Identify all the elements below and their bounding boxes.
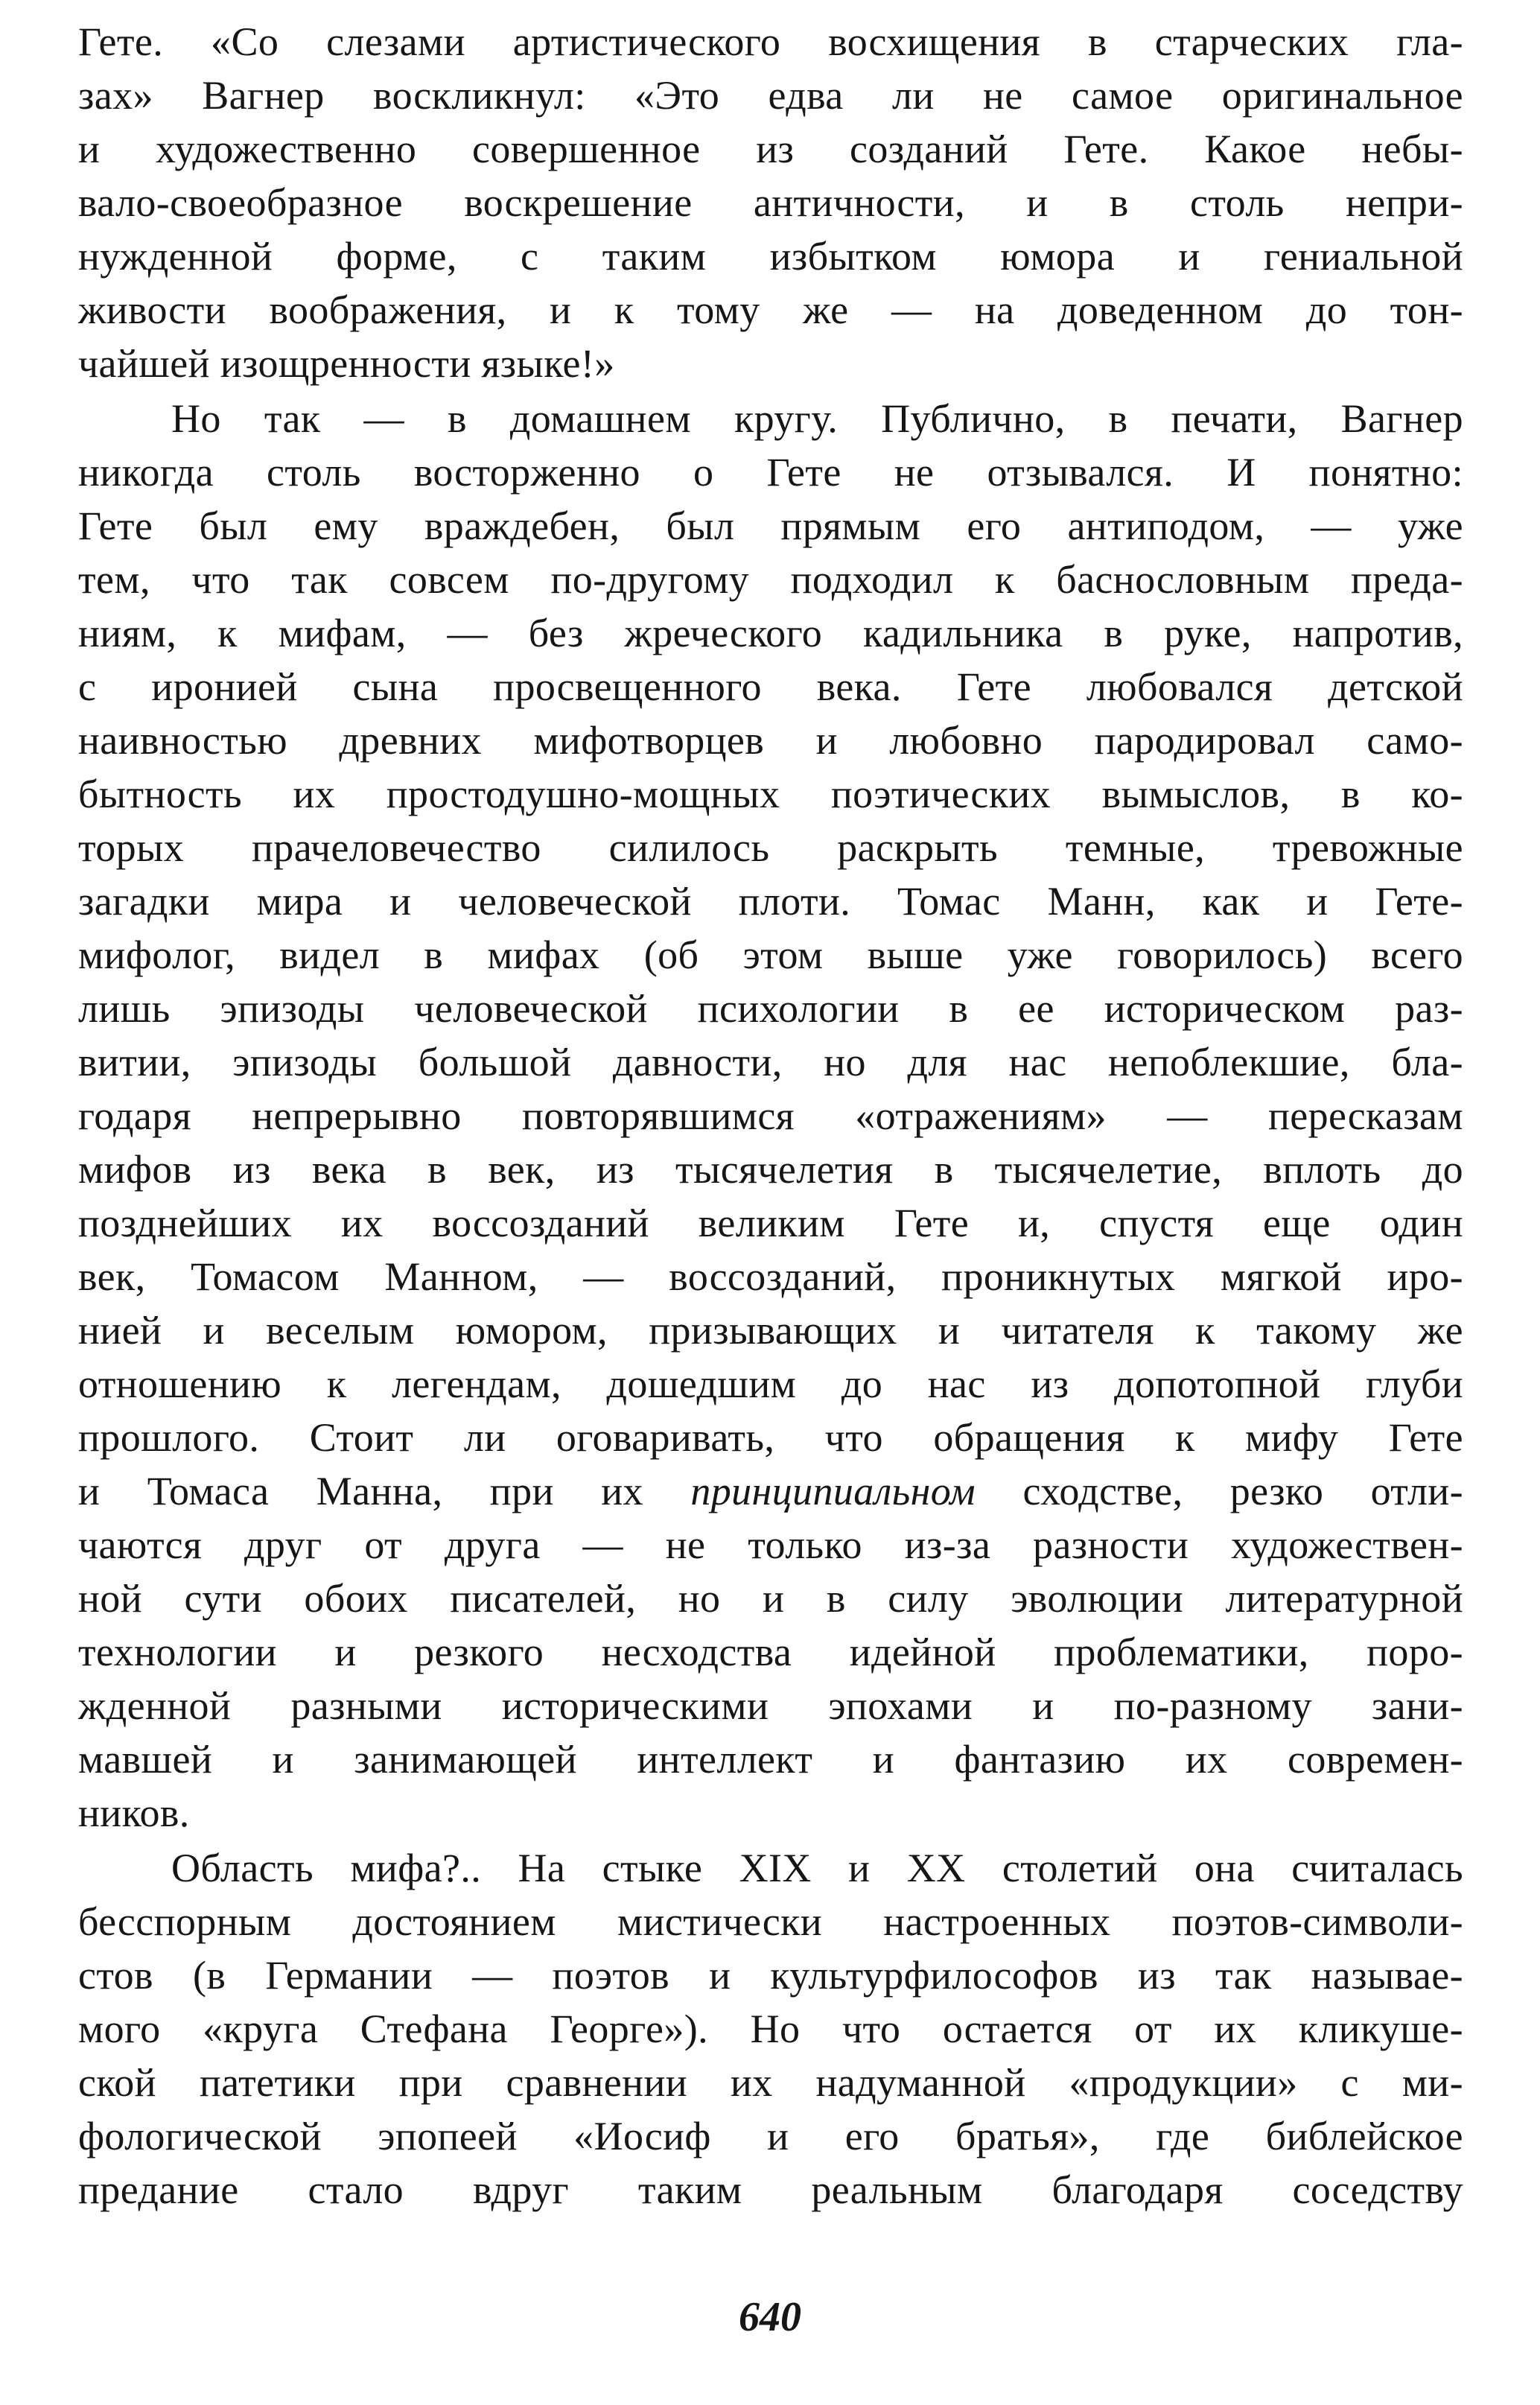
- text-line: нужденной форме, с таким избытком юмора и гениальной: [78, 234, 1463, 279]
- text-line: торых прачеловечество силилось раскрыть темные, тревожные: [78, 825, 1463, 870]
- text-line: ной сути обоих писателей, но и в силу эволюции литературной: [78, 1576, 1463, 1621]
- text-line: жденной разными историческими эпохами и по-разному зани-: [78, 1683, 1463, 1728]
- text-line: бытность их простодушно-мощных поэтических вымыслов, в ко-: [78, 772, 1463, 816]
- text-line: никогда столь восторженно о Гете не отзывался. И понятно:: [78, 450, 1463, 495]
- text-line: с иронией сына просвещенного века. Гете любовался детской: [78, 664, 1463, 709]
- text-line: вало-своеобразное воскрешение античности, и в столь непри-: [78, 180, 1463, 225]
- italic-emphasis: принципиальном: [690, 1469, 976, 1513]
- text-line: зах» Вагнер воскликнул: «Это едва ли не самое оригинальное: [78, 73, 1463, 118]
- text-line: ников.: [78, 1791, 190, 1835]
- text-line: бесспорным достоянием мистически настроенных поэтов-символи-: [78, 1899, 1463, 1944]
- text-line: мифолог, видел в мифах (об этом выше уже говорилось) всего: [78, 933, 1463, 977]
- text-line: стов (в Германии — поэтов и культурфилософов из так называе-: [78, 1953, 1463, 1998]
- text-line: век, Томасом Манном, — воссозданий, проникнутых мягкой иро-: [78, 1254, 1463, 1299]
- text-line: годаря непрерывно повторявшимся «отражениям» — пересказам: [78, 1093, 1463, 1138]
- text-line: отношению к легендам, дошедшим до нас из допотопной глуби: [78, 1362, 1463, 1406]
- book-page: [78, 15, 1463, 2324]
- text-line: мавшей и занимающей интеллект и фантазию их современ-: [78, 1737, 1463, 1782]
- text-line: Область мифа?.. На стыке XIX и XX столетий она считалась: [171, 1846, 1463, 1890]
- text-line-with-emphasis: [78, 1464, 1463, 1518]
- text-line: Гете. «Со слезами артистического восхищения в старческих гла-: [78, 19, 1463, 64]
- text-line: технологии и резкого несходства идейной проблематики, поро-: [78, 1630, 1463, 1674]
- page-number: 640: [739, 2294, 801, 2340]
- text-line: живости воображения, и к тому же — на доведенном до тон-: [78, 287, 1463, 332]
- text-line: лишь эпизоды человеческой психологии в ее историческом раз-: [78, 986, 1463, 1031]
- text-run: и Томаса Манна, при их: [78, 1469, 643, 1513]
- text-line: прошлого. Стоит ли оговаривать, что обращения к мифу Гете: [78, 1415, 1463, 1460]
- text-run: сходстве, резко отли-: [1022, 1469, 1463, 1513]
- text-line: загадки мира и человеческой плоти. Томас Манн, как и Гете-: [78, 879, 1463, 924]
- text-line: позднейших их воссозданий великим Гете и, спустя еще один: [78, 1201, 1463, 1245]
- text-line: чайшей изощренности языке!»: [78, 341, 615, 386]
- text-line: нией и веселым юмором, призывающих и читателя к такому же: [78, 1308, 1463, 1353]
- text-line: тем, что так совсем по-другому подходил к баснословным преда-: [78, 557, 1463, 602]
- text-line: и художественно совершенное из созданий Гете. Какое небы-: [78, 127, 1463, 171]
- text-line: наивностью древних мифотворцев и любовно пародировал само-: [78, 718, 1463, 763]
- text-line: ской патетики при сравнении их надуманной «продукции» с ми-: [78, 2060, 1463, 2105]
- text-line: предание стало вдруг таким реальным благодаря соседству: [78, 2167, 1463, 2212]
- text-line: витии, эпизоды большой давности, но для нас непоблекшие, бла-: [78, 1040, 1463, 1084]
- text-line: чаются друг от друга — не только из-за разности художествен-: [78, 1522, 1463, 1567]
- text-line: Но так — в домашнем кругу. Публично, в печати, Вагнер: [171, 396, 1463, 441]
- text-line: ниям, к мифам, — без жреческого кадильника в руке, напротив,: [78, 611, 1463, 655]
- text-line: Гете был ему враждебен, был прямым его антиподом, — уже: [78, 503, 1463, 548]
- text-line: фологической эпопеей «Иосиф и его братья», где библейское: [78, 2114, 1463, 2158]
- text-line: мифов из века в век, из тысячелетия в тысячелетие, вплоть до: [78, 1147, 1463, 1192]
- text-line: мого «круга Стефана Георге»). Но что остается от их кликуше-: [78, 2007, 1463, 2051]
